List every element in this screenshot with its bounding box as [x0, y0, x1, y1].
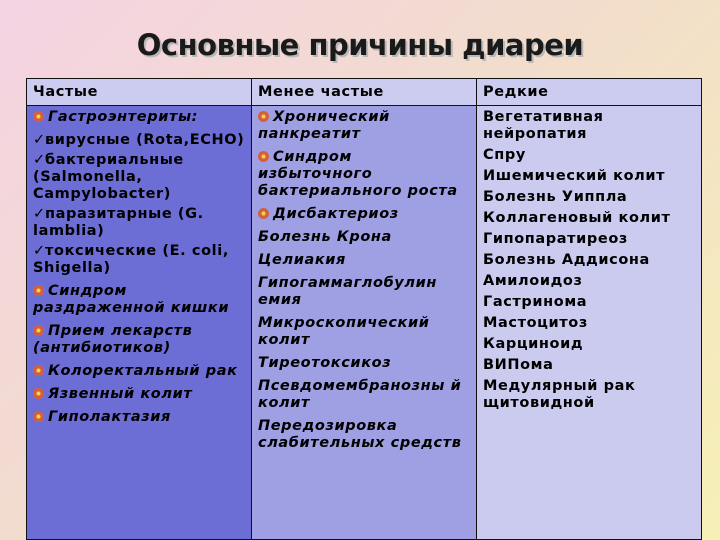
- header-row: [27, 79, 702, 106]
- item-text: вирусные (Rota,ECHO): [45, 132, 245, 148]
- header-frequent: Частые: [27, 79, 252, 106]
- frequent-column: [27, 106, 252, 540]
- list-item: Медулярный рак щитовидной: [483, 378, 636, 411]
- flower-bullet-icon: [33, 411, 44, 422]
- check-icon: ✓: [33, 243, 46, 259]
- flower-bullet-icon: [33, 111, 44, 122]
- list-item: [33, 109, 245, 126]
- list-item: ВИПома: [483, 357, 554, 373]
- list-item: [33, 283, 245, 317]
- sub-item: [33, 243, 245, 277]
- sub-item: [33, 206, 245, 240]
- list-item: Амилоидоз: [483, 273, 583, 289]
- flower-bullet-icon: [33, 388, 44, 399]
- list-item: [258, 206, 470, 223]
- list-item: Коллагеновый колит: [483, 210, 671, 226]
- list-item: Спру: [483, 147, 526, 163]
- list-item: Ишемический колит: [483, 168, 666, 184]
- item-text: Дисбактериоз: [273, 206, 399, 222]
- item-text: Гастроэнтериты:: [48, 109, 199, 125]
- item-text: Синдром раздраженной кишки: [33, 283, 230, 316]
- item-text: паразитарные (G. lamblia): [33, 206, 204, 239]
- list-item: Болезнь Крона: [258, 229, 392, 245]
- sub-item: [33, 132, 245, 149]
- item-text: токсические (E. coli, Shigella): [33, 243, 229, 276]
- item-text: Прием лекарств (антибиотиков): [33, 323, 193, 356]
- list-item: [33, 363, 245, 380]
- list-item: [33, 323, 245, 357]
- list-item: [33, 386, 245, 403]
- list-item: Тиреотоксикоз: [258, 355, 392, 371]
- item-text: бактериальные (Salmonella, Campylobacter): [33, 152, 184, 202]
- flower-bullet-icon: [258, 111, 269, 122]
- body-row: [27, 106, 702, 540]
- list-item: [258, 149, 470, 200]
- list-item: Гипогаммаглобулин емия: [258, 275, 437, 308]
- less-frequent-column: [252, 106, 477, 540]
- header-rare: Редкие: [477, 79, 702, 106]
- rare-column: [477, 106, 702, 540]
- slide-title: Основные причины диареи: [136, 28, 584, 62]
- check-icon: ✓: [33, 152, 46, 168]
- list-item: Гастринома: [483, 294, 588, 310]
- item-text: Колоректальный рак: [48, 363, 238, 379]
- flower-bullet-icon: [33, 285, 44, 296]
- list-item: Болезнь Аддисона: [483, 252, 650, 268]
- sub-item: [33, 152, 245, 203]
- header-less-frequent: Менее частые: [252, 79, 477, 106]
- flower-bullet-icon: [258, 151, 269, 162]
- list-item: Микроскопический колит: [258, 315, 430, 348]
- list-item: Целиакия: [258, 252, 346, 268]
- check-icon: ✓: [33, 132, 46, 148]
- causes-table: [26, 78, 702, 540]
- item-text: Хронический панкреатит: [258, 109, 390, 142]
- list-item: Болезнь Уиппла: [483, 189, 628, 205]
- list-item: Псевдомембранозны й колит: [258, 378, 462, 411]
- item-text: Язвенный колит: [48, 386, 193, 402]
- flower-bullet-icon: [33, 325, 44, 336]
- list-item: Карциноид: [483, 336, 584, 352]
- flower-bullet-icon: [33, 365, 44, 376]
- list-item: Передозировка слабительных средств: [258, 418, 462, 451]
- list-item: [258, 109, 470, 143]
- list-item: Мастоцитоз: [483, 315, 588, 331]
- list-item: Вегетативная нейропатия: [483, 109, 604, 142]
- flower-bullet-icon: [258, 208, 269, 219]
- item-text: Гиполактазия: [48, 409, 171, 425]
- list-item: [33, 409, 245, 426]
- check-icon: ✓: [33, 206, 46, 222]
- list-item: Гипопаратиреоз: [483, 231, 628, 247]
- item-text: Синдром избыточного бактериального роста: [258, 149, 458, 199]
